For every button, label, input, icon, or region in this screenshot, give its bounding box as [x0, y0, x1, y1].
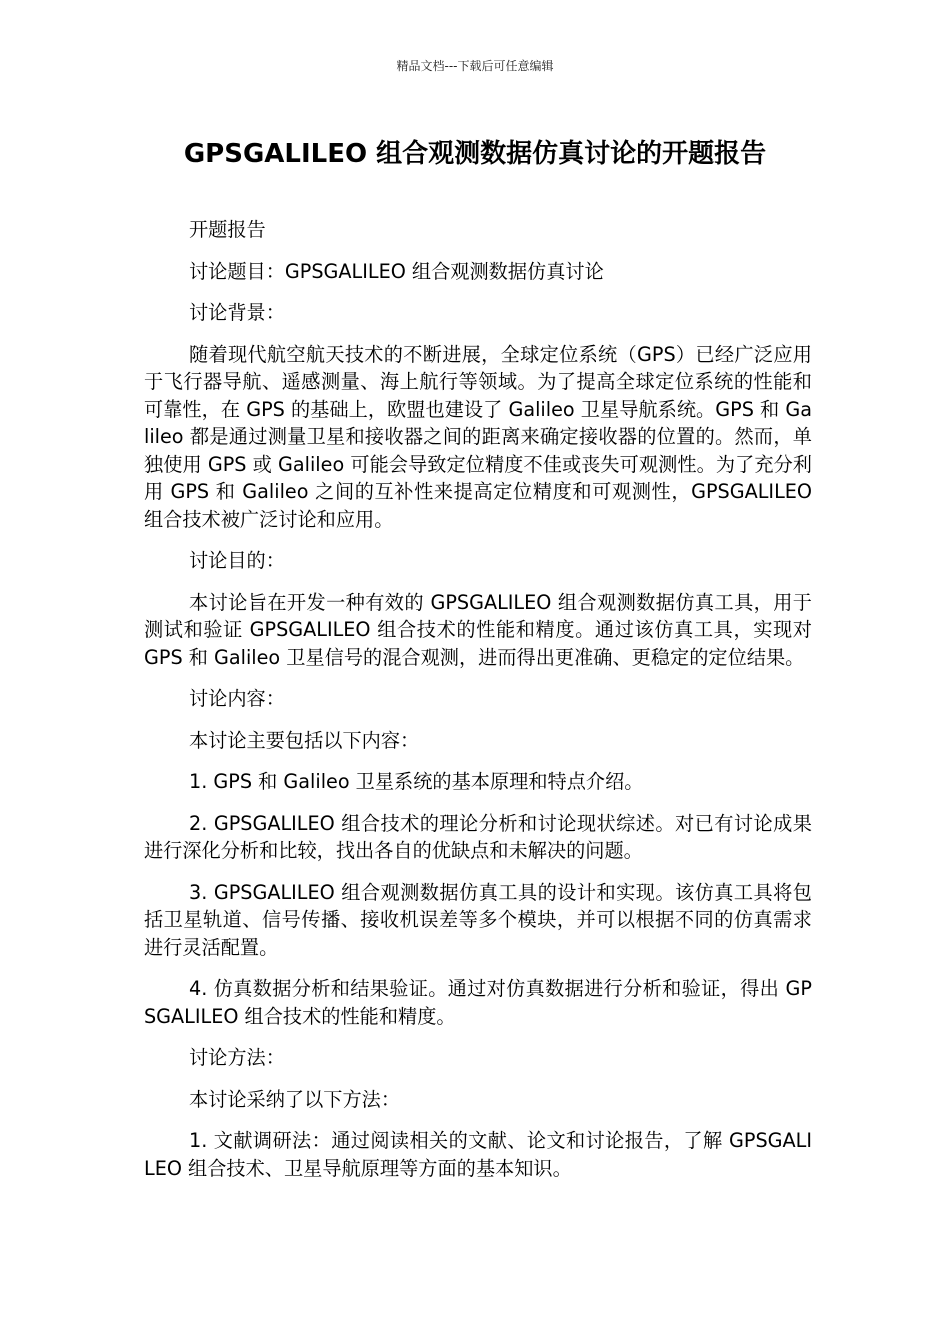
research-topic: 讨论题目：GPSGALILEO 组合观测数据仿真讨论: [189, 259, 604, 283]
method-item-1: 1. 文献调研法：通过阅读相关的文献、论文和讨论报告，了解 GPSGALILEO 组合技术、卫星导航原理等方面的基本知识。: [144, 1129, 812, 1180]
paragraph-content-intro: 本讨论主要包括以下内容：: [189, 728, 420, 752]
document-body: [144, 216, 812, 1196]
heading-purpose: 讨论目的：: [189, 549, 285, 572]
paragraph-background: 随着现代航空航天技术的不断进展，全球定位系统（GPS）已经广泛应用于飞行器导航、遥感测量、海上航行等领域。为了提高全球定位系统的性能和可靠性，在 GPS 的基础上，欧盟也建设了 Galileo 卫星导航系统。GPS 和 Galileo 都是通过测量卫星和接收器之间的距离来确定接收器的位置的。然而，单独使用 GPS 或 Galileo 可能会导致定位精度不佳或丧失可观测性。为了充分利用 GPS 和 Galileo 之间的互补性来提高定位精度和可观测性，GPSGALILEO 组合技术被广泛讨论和应用。: [144, 342, 812, 531]
content-item-3: 3. GPSGALILEO 组合观测数据仿真工具的设计和实现。该仿真工具将包括卫星轨道、信号传播、接收机误差等多个模块，并可以根据不同的仿真需求进行灵活配置。: [144, 880, 812, 959]
section-label: 开题报告: [189, 218, 266, 241]
paragraph-method-intro: 本讨论采纳了以下方法：: [189, 1087, 401, 1111]
header-note: 精品文档---下载后可任意编辑: [396, 59, 554, 73]
document-title: GPSGALILEO 组合观测数据仿真讨论的开题报告: [183, 139, 767, 169]
content-item-2: 2. GPSGALILEO 组合技术的理论分析和讨论现状综述。对已有讨论成果进行深化分析和比较，找出各自的优缺点和未解决的问题。: [144, 811, 812, 862]
heading-method: 讨论方法：: [189, 1046, 285, 1069]
paragraph-purpose: 本讨论旨在开发一种有效的 GPSGALILEO 组合观测数据仿真工具，用于测试和验证 GPSGALILEO 组合技术的性能和精度。通过该仿真工具，实现对 GPS 和 Galileo 卫星信号的混合观测，进而得出更准确、更稳定的定位结果。: [144, 590, 812, 669]
content-item-1: 1. GPS 和 Galileo 卫星系统的基本原理和特点介绍。: [189, 770, 644, 793]
heading-background: 讨论背景：: [189, 301, 285, 324]
heading-content: 讨论内容：: [189, 687, 285, 710]
content-item-4: 4. 仿真数据分析和结果验证。通过对仿真数据进行分析和验证，得出 GPSGALILEO 组合技术的性能和精度。: [144, 977, 812, 1028]
